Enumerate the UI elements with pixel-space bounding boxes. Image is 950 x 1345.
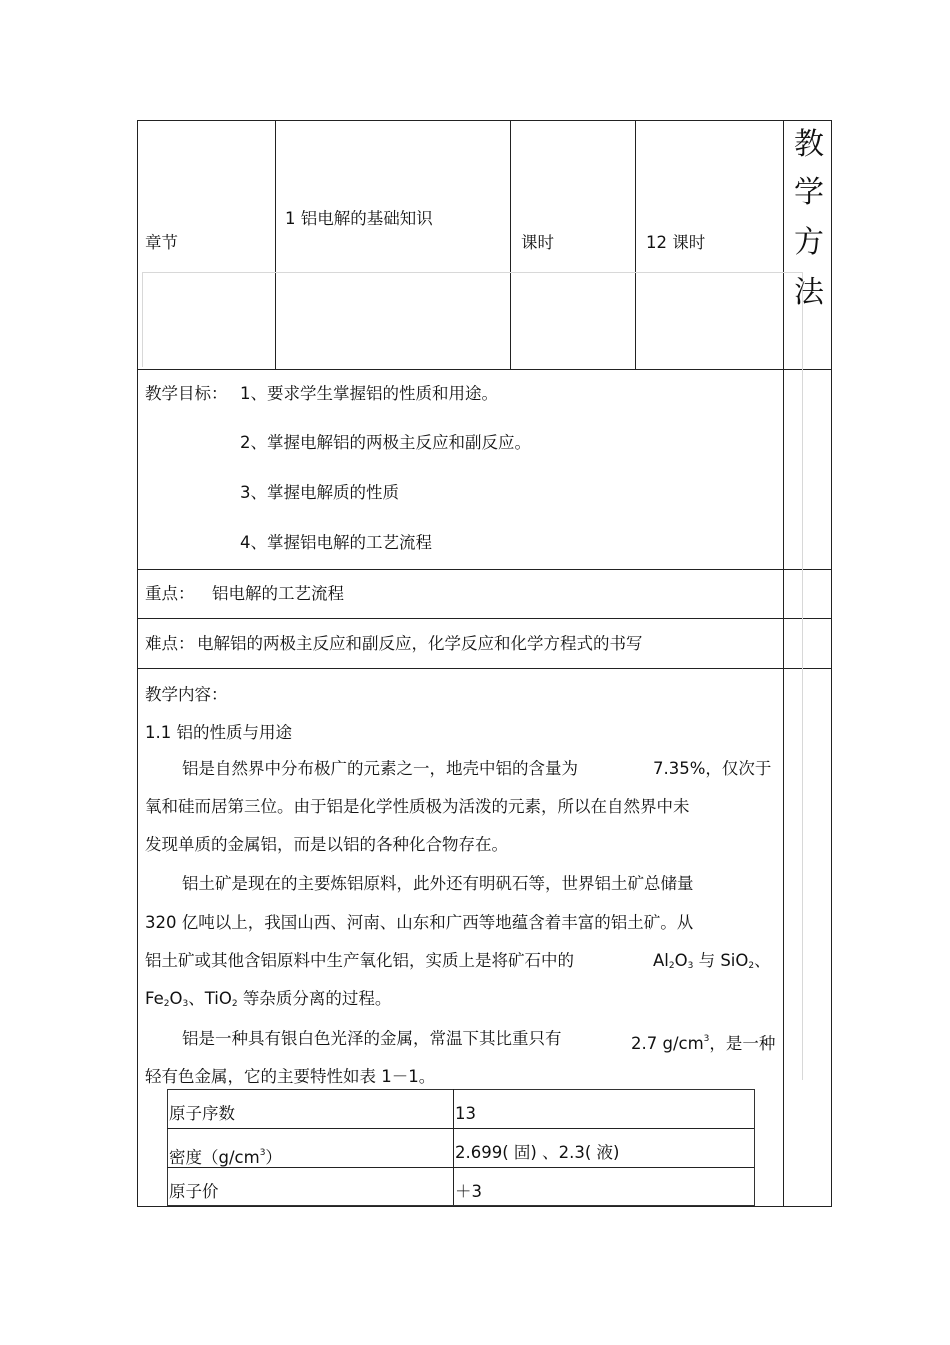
- method-char-4: 法: [794, 275, 824, 310]
- objective-item-2: 2、掌握电解铝的两极主反应和副反应。: [240, 433, 531, 452]
- formula-al: Al: [653, 951, 669, 970]
- formula-fe-o-sub: 3: [182, 999, 189, 1009]
- para2-line2: 320 亿吨以上，我国山西、河南、山东和广西等地蕴含着丰富的铝土矿。从: [145, 913, 694, 932]
- objective-item-4: 4、掌握铝电解的工艺流程: [240, 533, 432, 552]
- formula-o-sub: 3: [687, 961, 694, 971]
- hours-value: 12 课时: [646, 233, 706, 252]
- properties-col-divider: [453, 1089, 454, 1205]
- chapter-label: 章节: [145, 233, 178, 252]
- formula-tio-sub: 2: [231, 999, 238, 1009]
- formula-fe-sub: 2: [163, 999, 170, 1009]
- faint-guide-line: [142, 272, 802, 273]
- faint-guide-right: [802, 272, 803, 1080]
- formula-sio: 与 SiO: [693, 951, 749, 970]
- table-border-right: [831, 120, 832, 1207]
- para3-line1c: ，是一种: [709, 1034, 776, 1053]
- formula-o: O: [674, 951, 688, 970]
- key-point-text: 铝电解的工艺流程: [212, 584, 344, 603]
- difficulty-label: 难点：: [145, 634, 195, 653]
- para1-line1a: 铝是自然界中分布极广的元素之一，地壳中铝的含量为: [182, 759, 578, 778]
- table-border-bottom: [137, 1206, 832, 1207]
- difficulty-text: 电解铝的两极主反应和副反应，化学反应和化学方程式的书写: [197, 634, 643, 653]
- header-divider-3: [635, 120, 636, 369]
- objective-item-3: 3、掌握电解质的性质: [240, 483, 399, 502]
- formula-tio: 、TiO: [188, 989, 232, 1008]
- para2-line3a: 铝土矿或其他含铝原料中生产氧化铝，实质上是将矿石中的: [145, 951, 574, 970]
- formula-al-sub: 2: [668, 961, 675, 971]
- hours-label: 课时: [521, 233, 554, 252]
- formula-sio-sub: 2: [748, 961, 755, 971]
- para1-line2: 氧和硅而居第三位。由于铝是化学性质极为活泼的元素，所以在自然界中未: [145, 797, 690, 816]
- row-line-objectives: [137, 569, 832, 570]
- prop-value-density: 2.699( 固) 、2.3( 液): [455, 1143, 620, 1162]
- prop-name-density: [169, 1143, 282, 1168]
- formula-fe-o: O: [169, 989, 183, 1008]
- row-line-keypoint: [137, 618, 832, 619]
- density-sup: 3: [703, 1034, 710, 1044]
- para3-line1b: [631, 1029, 775, 1054]
- para3-line2: 轻有色金属，它的主要特性如表 1－1。: [145, 1067, 436, 1086]
- formula-sep: 、: [754, 951, 771, 970]
- section-title: 1.1 铝的性质与用途: [145, 723, 292, 742]
- header-divider-2: [510, 120, 511, 369]
- method-char-1: 教: [794, 127, 824, 162]
- para3-line1a: 铝是一种具有银白色光泽的金属，常温下其比重只有: [182, 1029, 562, 1048]
- density-value: 2.7 g/cm: [631, 1034, 704, 1053]
- key-point-label: 重点：: [145, 584, 195, 603]
- header-divider-1: [275, 120, 276, 369]
- objectives-label: 教学目标：: [145, 384, 228, 403]
- para2-line3-formula: [653, 951, 771, 976]
- para2-line4-tail: 等杂质分离的过程。: [237, 989, 392, 1008]
- table-border-top: [137, 120, 832, 121]
- density-name-end: ）: [265, 1148, 282, 1167]
- para2-line1: 铝土矿是现在的主要炼铝原料，此外还有明矾石等，世界铝土矿总储量: [182, 874, 694, 893]
- method-char-3: 方: [794, 225, 824, 260]
- density-name-sup: 3: [259, 1148, 266, 1158]
- content-label: 教学内容：: [145, 685, 228, 704]
- chapter-title: 1 铝电解的基础知识: [285, 209, 433, 228]
- density-name: 密度（g/cm: [169, 1148, 260, 1167]
- row-line-header: [137, 369, 832, 370]
- objective-item-1: 1、要求学生掌握铝的性质和用途。: [240, 384, 498, 403]
- method-char-2: 学: [794, 175, 824, 210]
- prop-value-atomic-number: 13: [455, 1104, 476, 1123]
- para1-line1b: 7.35%，仅次于: [653, 759, 772, 778]
- prop-name-atomic-number: 原子序数: [169, 1104, 235, 1123]
- para1-line3: 发现单质的金属铝，而是以铝的各种化合物存在。: [145, 835, 508, 854]
- prop-name-valence: 原子价: [169, 1182, 219, 1201]
- row-line-difficulty: [137, 668, 832, 669]
- method-column-divider: [783, 120, 784, 1207]
- formula-fe: Fe: [145, 989, 164, 1008]
- table-border-left: [137, 120, 138, 1207]
- para2-line4: [145, 989, 391, 1014]
- prop-value-valence: ＋3: [455, 1182, 482, 1201]
- properties-row-line-1: [167, 1128, 754, 1129]
- faint-guide-left: [142, 272, 143, 367]
